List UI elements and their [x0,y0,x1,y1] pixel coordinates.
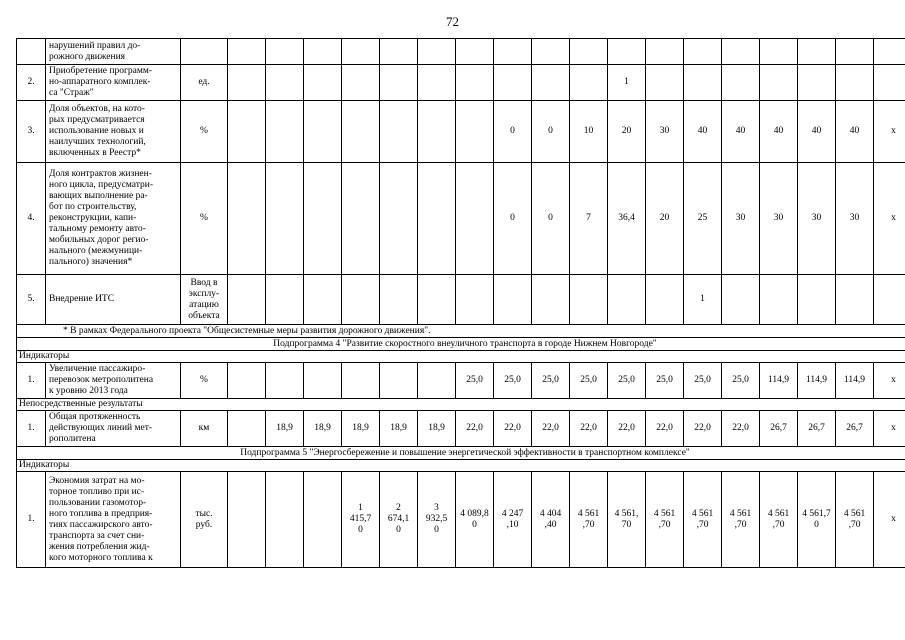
value-cell: 7 [570,163,608,275]
value-cell [456,163,494,275]
value-cell: 114,9 [836,363,874,399]
unit-cell: % [181,363,228,399]
value-cell: 18,9 [304,411,342,447]
value-cell: 40 [684,101,722,163]
value-cell: х [874,101,905,163]
value-cell: 22,0 [608,411,646,447]
value-cell: 40 [798,101,836,163]
value-cell [304,363,342,399]
value-cell: 4 561 ,70 [646,472,684,568]
value-cell: 25,0 [608,363,646,399]
unit-cell: % [181,101,228,163]
subprogram-5-heading: Подпрограмма 5 "Энергосбережение и повышение энергетической эффективности в транспортном комплексе" [17,447,905,460]
table-row [17,399,905,411]
unit-cell: Ввод в эксплу- атацию объекта [181,275,228,325]
value-cell [380,275,418,325]
value-cell [456,275,494,325]
value-cell [228,163,266,275]
direct-results-heading: Непосредственные результаты [17,399,905,411]
value-cell: 4 404 ,40 [532,472,570,568]
value-cell: 4 089,8 0 [456,472,494,568]
value-cell: 40 [760,101,798,163]
value-cell [304,163,342,275]
value-cell: 0 [494,101,532,163]
indicator-name: Увеличение пассажиро- перевозок метрополитена к уровню 2013 года [46,363,181,399]
table-row [17,101,905,163]
table-row [17,351,905,363]
value-cell: 26,7 [836,411,874,447]
value-cell: 25,0 [532,363,570,399]
value-cell [304,65,342,101]
indicators-heading: Индикаторы [17,351,905,363]
value-cell [684,65,722,101]
value-cell [266,101,304,163]
value-cell [874,65,905,101]
value-cell [646,275,684,325]
indicator-name: Доля объектов, на кото- рых предусматривается использование новых и наилучших технологий, включенных в Реестр* [46,101,181,163]
value-cell [418,65,456,101]
value-cell: 22,0 [722,411,760,447]
value-cell [266,472,304,568]
value-cell: 40 [836,101,874,163]
unit-cell: % [181,163,228,275]
value-cell [228,472,266,568]
indicator-name: Экономия затрат на мо- торное топливо при ис- пользовании газомотор- ного топлива в предприя- тиях пассажирского авто- транспорта за счет сни- жения потребления жид- кого моторного топлива к [46,472,181,568]
value-cell: 4 561, 70 [608,472,646,568]
value-cell: 1 415,7 0 [342,472,380,568]
table-row [17,447,905,460]
value-cell [494,275,532,325]
value-cell: 30 [836,163,874,275]
value-cell [874,275,905,325]
value-cell: 114,9 [760,363,798,399]
value-cell [836,65,874,101]
value-cell: 25,0 [456,363,494,399]
table-row [17,460,905,472]
value-cell [532,65,570,101]
value-cell: 26,7 [760,411,798,447]
indicator-name: Общая протяженность действующих линий мет- рополитена [46,411,181,447]
value-cell: 10 [570,101,608,163]
value-cell [608,275,646,325]
value-cell: 18,9 [342,411,380,447]
value-cell: х [874,163,905,275]
value-cell: 114,9 [798,363,836,399]
value-cell: 2 674,1 0 [380,472,418,568]
value-cell [418,163,456,275]
value-cell [570,275,608,325]
value-cell: 36,4 [608,163,646,275]
indicator-name: нарушений правил до- рожного движения [46,39,181,65]
value-cell: 4 561 ,70 [684,472,722,568]
value-cell: 1 [608,65,646,101]
value-cell: 3 932,5 0 [418,472,456,568]
value-cell [836,275,874,325]
value-cell: 25,0 [684,363,722,399]
value-cell: 18,9 [418,411,456,447]
value-cell: 25,0 [646,363,684,399]
unit-cell: км [181,411,228,447]
value-cell [342,65,380,101]
value-cell [722,275,760,325]
value-cell [760,275,798,325]
unit-cell: ед. [181,65,228,101]
value-cell: 20 [608,101,646,163]
value-cell [380,65,418,101]
value-cell [228,411,266,447]
value-cell [266,65,304,101]
unit-cell: тыс. руб. [181,472,228,568]
value-cell [456,65,494,101]
value-cell [380,163,418,275]
value-cell [418,363,456,399]
value-cell [228,101,266,163]
value-cell: 4 561 ,70 [570,472,608,568]
row-number: 1. [17,472,46,568]
value-cell: 20 [646,163,684,275]
value-cell: 0 [494,163,532,275]
value-cell: 22,0 [456,411,494,447]
table-row [17,275,905,325]
value-cell [532,275,570,325]
indicator-name: Внедрение ИТС [46,275,181,325]
value-cell [342,101,380,163]
value-cell [228,363,266,399]
indicator-name: Приобретение программ- но-аппаратного комплек- са "Страж" [46,65,181,101]
value-cell [228,275,266,325]
value-cell: 4 247 ,10 [494,472,532,568]
value-cell [380,363,418,399]
value-cell: 30 [760,163,798,275]
value-cell [570,65,608,101]
row-number: 2. [17,65,46,101]
value-cell: 22,0 [570,411,608,447]
value-cell: х [874,472,905,568]
value-cell: 4 561 ,70 [760,472,798,568]
value-cell [494,65,532,101]
value-cell: х [874,411,905,447]
value-cell [304,472,342,568]
value-cell [304,275,342,325]
value-cell: 40 [722,101,760,163]
value-cell [266,163,304,275]
value-cell: 26,7 [798,411,836,447]
indicator-name: Доля контрактов жизнен- ного цикла, предусматри- вающих выполнение ра- бот по строительству, реконструкции, капи- тальному ремонту авто- мобильных дорог регио- нального (межмуници- пального) значения* [46,163,181,275]
row-number: 5. [17,275,46,325]
indicators-heading: Индикаторы [17,460,905,472]
value-cell [760,65,798,101]
value-cell: 4 561 ,70 [722,472,760,568]
value-cell [342,163,380,275]
value-cell [646,65,684,101]
table-row [17,411,905,447]
value-cell: 4 561 ,70 [836,472,874,568]
value-cell: 22,0 [532,411,570,447]
value-cell [798,65,836,101]
value-cell: 22,0 [684,411,722,447]
value-cell: х [874,363,905,399]
value-cell [380,101,418,163]
footnote: * В рамках Федерального проекта "Общесистемные меры развития дорожного движения". [17,325,905,338]
value-cell: 25,0 [570,363,608,399]
value-cell [266,363,304,399]
value-cell: 18,9 [266,411,304,447]
value-cell [342,275,380,325]
value-cell: 0 [532,101,570,163]
value-cell: 4 561,7 0 [798,472,836,568]
value-cell [722,65,760,101]
value-cell [342,363,380,399]
row-number: 3. [17,101,46,163]
subprogram-4-heading: Подпрограмма 4 "Развитие скоростного внеуличного транспорта в городе Нижнем Новгороде" [17,338,905,351]
value-cell: 30 [798,163,836,275]
table-row [17,65,905,101]
page-number: 72 [446,14,459,29]
value-cell: 22,0 [646,411,684,447]
table-row [17,472,905,568]
value-cell [228,65,266,101]
table-row [17,325,905,338]
indicators-table [16,38,905,568]
table-row [17,363,905,399]
value-cell: 22,0 [494,411,532,447]
value-cell [418,101,456,163]
row-number: 1. [17,411,46,447]
value-cell: 30 [722,163,760,275]
row-number: 4. [17,163,46,275]
value-cell: 30 [646,101,684,163]
row-number: 1. [17,363,46,399]
value-cell: 25,0 [722,363,760,399]
table-row [17,163,905,275]
value-cell: 25 [684,163,722,275]
value-cell [456,101,494,163]
value-cell [418,275,456,325]
value-cell: 18,9 [380,411,418,447]
value-cell [304,101,342,163]
table-row [17,39,905,65]
table-row [17,338,905,351]
value-cell: 25,0 [494,363,532,399]
value-cell [266,275,304,325]
value-cell: 1 [684,275,722,325]
value-cell [798,275,836,325]
value-cell: 0 [532,163,570,275]
